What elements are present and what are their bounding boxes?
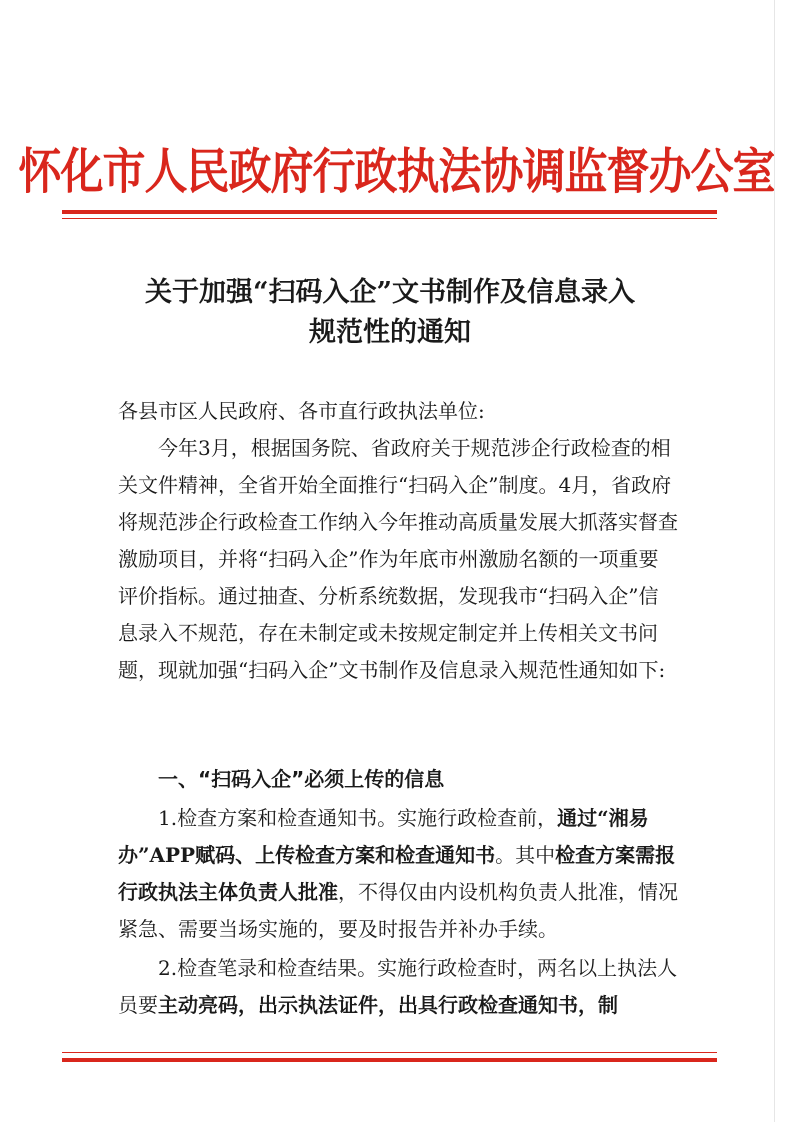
item-1-text-a: 1.检查方案和检查通知书。实施行政检查前， [158, 806, 558, 830]
item-2-text-a: 2.检查笔录和检查结果。实施行政检查时，两名以上执法人员要 [118, 956, 678, 1017]
footer-rule-thick [62, 1058, 717, 1062]
item-2-paragraph [118, 950, 678, 1024]
item-2-bold-b: 主动亮码，出示执法证件，出具行政检查通知书，制 [158, 993, 618, 1017]
header-rule-thin [62, 218, 717, 219]
header-rule-thick [62, 210, 717, 214]
issuing-authority-header: 怀化市人民政府行政执法协调监督办公室 [18, 144, 775, 201]
document-title-line1: 关于加强“扫码入企”文书制作及信息录入 [144, 277, 636, 308]
body-paragraph-text: 今年3月，根据国务院、省政府关于规范涉企行政检查的相关文件精神，全省开始全面推行“扫码入企”制度。4月，省政府将规范涉企行政检查工作纳入今年推动高质量发展大抓落实督查激励项目，并将“扫码入企”作为年底市州激励名额的一项重要评价指标。通过抽查、分析系统数据，发现我市“扫码入企”信息录入不规范，存在未制定或未按规定制定并上传相关文书问题，现就加强“扫码入企”文书制作及信息录入规范性通知如下: [118, 436, 678, 682]
item-1-text-c: 。其中 [495, 843, 556, 867]
item-1-bold-b: 通过“湘易办”APP赋码、上传检查方案和检查通知书 [118, 806, 649, 867]
page-edge-line [774, 0, 775, 1122]
item-1-paragraph [118, 800, 678, 948]
footer-rule-thin [62, 1052, 717, 1053]
salutation: 各县市区人民政府、各市直行政执法单位: [118, 399, 485, 423]
section-heading-1: 一、“扫码入企”必须上传的信息 [158, 767, 445, 791]
body-paragraph [118, 430, 678, 689]
item-1-text-e: ，不得仅由内设机构负责人批准，情况紧急、需要当场实施的，要及时报告并补办手续。 [118, 880, 678, 941]
item-1-bold-d: 检查方案需报行政执法主体负责人批准 [118, 843, 676, 904]
document-title-line2: 规范性的通知 [309, 317, 471, 348]
